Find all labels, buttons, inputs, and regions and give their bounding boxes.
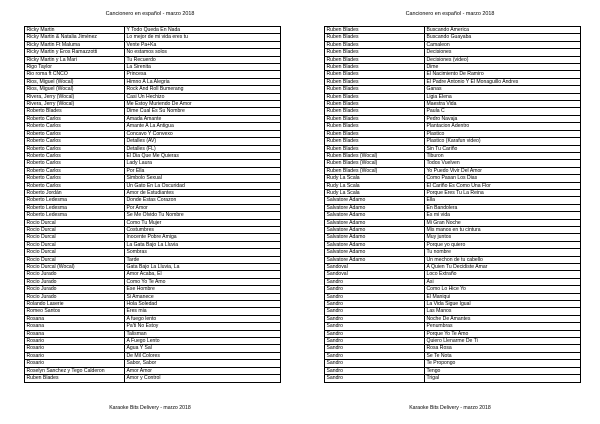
artist-cell: Salvatore Adamo (325, 204, 425, 211)
artist-cell: Salvatore Adamo (325, 219, 425, 226)
song-cell: Buscando Guayaba (425, 34, 581, 41)
right-page (300, 0, 600, 424)
song-cell: Como Pasan Los Dias (425, 175, 581, 182)
page-header: Cancionero en español - marzo 2018 (105, 11, 195, 17)
artist-cell: Roberto Carlos (25, 175, 125, 182)
artist-cell: Roberto Ledesma (25, 212, 125, 219)
song-cell: Amor y Control (125, 375, 281, 382)
song-cell: Detalles (AV) (125, 138, 281, 145)
song-cell: Himno A La Alegria (125, 78, 281, 85)
song-cell: Dime (425, 64, 581, 71)
song-cell: Se Te Nota (425, 352, 581, 359)
page-header: Cancionero en español - marzo 2018 (405, 11, 495, 17)
table-row (25, 271, 281, 278)
table-row (25, 101, 281, 108)
song-cell: Como Lo Hice Yo (425, 286, 581, 293)
song-cell: Ligia Elena (425, 93, 581, 100)
artist-cell: Roselyn Sanchez y Tego Calderon (25, 367, 125, 374)
song-cell: Ella (425, 197, 581, 204)
artist-cell: Roberto Carlos (25, 152, 125, 159)
song-cell: Tu Recuerdo (125, 56, 281, 63)
artist-cell: Rosana (25, 315, 125, 322)
song-cell: Ese Hombre (125, 286, 281, 293)
table-row (25, 86, 281, 93)
table-row (325, 115, 581, 122)
artist-cell: Rocio Durcal (25, 249, 125, 256)
artist-cell: Salvatore Adamo (325, 256, 425, 263)
table-row (25, 34, 281, 41)
song-table (24, 26, 281, 383)
artist-cell: Ruben Blades (325, 93, 425, 100)
table-row (25, 352, 281, 359)
artist-cell: Ruben Blades (325, 101, 425, 108)
artist-cell: Sandro (325, 315, 425, 322)
artist-cell: Rocio Durcal (25, 256, 125, 263)
song-cell: Rock And Roll Bumerang (125, 86, 281, 93)
song-cell: Como Tu Mujer (125, 219, 281, 226)
song-cell: Vente Pa+Ka (125, 41, 281, 48)
table-row (325, 264, 581, 271)
table-row (25, 234, 281, 241)
table-row (325, 130, 581, 137)
artist-cell: Roberto Ledesma (25, 197, 125, 204)
song-cell: Lo mejor de mi vida eres tu (125, 34, 281, 41)
artist-cell: Rosario (25, 345, 125, 352)
artist-cell: Roberto Carlos (25, 160, 125, 167)
song-cell: Inocente Pobre Amiga (125, 234, 281, 241)
song-cell: Todos Vuelven (425, 160, 581, 167)
artist-cell: Rocio Jurado (25, 271, 125, 278)
song-cell: Concavo Y Convexo (125, 130, 281, 137)
artist-cell: Ruben Blades (325, 108, 425, 115)
song-cell: Decisiones (video) (425, 56, 581, 63)
table-row (25, 301, 281, 308)
artist-cell: Ruben Blades (325, 49, 425, 56)
table-row (25, 212, 281, 219)
artist-cell: Rudy La Scala (325, 175, 425, 182)
artist-cell: Sandoval (325, 271, 425, 278)
artist-cell: Ruben Blades (325, 130, 425, 137)
table-row (25, 367, 281, 374)
artist-cell: Ruben Blades (Wocal) (325, 167, 425, 174)
table-row (25, 78, 281, 85)
artist-cell: Rocio Jurado (25, 286, 125, 293)
song-cell: No estamos solos (125, 49, 281, 56)
table-row (325, 138, 581, 145)
table-row (25, 108, 281, 115)
song-cell: Sombras (125, 249, 281, 256)
song-cell: Mi Gran Noche (425, 219, 581, 226)
artist-cell: Ricky Martin y Eros Ramazzotti (25, 49, 125, 56)
table-row (25, 64, 281, 71)
song-cell: Gata Bajo La Lluvia, La (125, 264, 281, 271)
song-cell: Detalles (FL) (125, 145, 281, 152)
song-cell: Las Manos (425, 308, 581, 315)
artist-cell: Rigo Taylor (25, 64, 125, 71)
table-row (325, 219, 581, 226)
song-cell: Simbolo Sexual (125, 175, 281, 182)
table-row (25, 27, 281, 34)
song-cell: El Padre Antonio Y El Monaguillo Andres (425, 78, 581, 85)
table-row (325, 71, 581, 78)
artist-cell: Ruben Blades (325, 64, 425, 71)
table-row (325, 308, 581, 315)
artist-cell: Ruben Blades (325, 138, 425, 145)
song-cell: Decisiones (425, 49, 581, 56)
song-cell: Mis manos en tu cintura (425, 226, 581, 233)
song-cell: Tengo (425, 367, 581, 374)
artist-cell: Ruben Blades (325, 56, 425, 63)
song-cell: Lady Laura (125, 160, 281, 167)
song-cell: Quiero Llenarme De Ti (425, 338, 581, 345)
song-cell: Amor Acaba, El (125, 271, 281, 278)
song-cell: Sabor, Sabor (125, 360, 281, 367)
table-row (325, 56, 581, 63)
table-row (325, 315, 581, 322)
table-row (25, 249, 281, 256)
song-cell: Princesa (125, 71, 281, 78)
table-row (325, 49, 581, 56)
song-cell: Eres mia (125, 308, 281, 315)
table-row (25, 315, 281, 322)
artist-cell: Rosario (25, 352, 125, 359)
table-row (325, 271, 581, 278)
artist-cell: Rocio Durcal (25, 226, 125, 233)
song-cell: La Vida Sigue Igual (425, 301, 581, 308)
artist-cell: Roberto Carlos (25, 138, 125, 145)
artist-cell: Salvatore Adamo (325, 212, 425, 219)
artist-cell: Rosario (25, 360, 125, 367)
song-cell: Porque Eres Tu La Reina (425, 189, 581, 196)
song-cell: Tarde (125, 256, 281, 263)
song-cell: Tiburon (425, 152, 581, 159)
table-row (325, 338, 581, 345)
artist-cell: Roberto Carlos (25, 115, 125, 122)
song-cell: Yo Puedo Vivir Del Amor (425, 167, 581, 174)
table-row (25, 138, 281, 145)
song-cell: Muy juntos (425, 234, 581, 241)
table-row (25, 71, 281, 78)
page-footer: Karaoke Bits Delivery - marzo 2018 (409, 405, 491, 411)
artist-cell: Salvatore Adamo (325, 234, 425, 241)
artist-cell: Sandro (325, 338, 425, 345)
artist-cell: Ricky Martin & Natalia Jiménez (25, 34, 125, 41)
table-row (25, 123, 281, 130)
song-cell: Porque yo quiero (425, 241, 581, 248)
song-cell: Buscando America (425, 27, 581, 34)
artist-cell: Rolando Laserie (25, 301, 125, 308)
artist-cell: Salvatore Adamo (325, 241, 425, 248)
table-row (325, 175, 581, 182)
artist-cell: Sandro (325, 352, 425, 359)
song-cell: Como Yo Te Amo (125, 278, 281, 285)
song-cell: Camaleon (425, 41, 581, 48)
artist-cell: Roberto Carlos (25, 182, 125, 189)
song-cell: Ganas (425, 86, 581, 93)
artist-cell: Rosario (25, 338, 125, 345)
table-row (325, 182, 581, 189)
artist-cell: Salvatore Adamo (325, 197, 425, 204)
table-row (325, 345, 581, 352)
artist-cell: Ricky Martin (25, 27, 125, 34)
table-row (325, 78, 581, 85)
song-cell: Un Gato En La Oscuridad (125, 182, 281, 189)
song-cell: Amor Amor (125, 367, 281, 374)
table-row (25, 219, 281, 226)
song-cell: La Sirenita (125, 64, 281, 71)
table-row (25, 182, 281, 189)
table-row (25, 145, 281, 152)
table-row (25, 241, 281, 248)
artist-cell: Sandro (325, 286, 425, 293)
song-cell: A Quien Tu Decidiste Amar (425, 264, 581, 271)
song-cell: Plastico (Karafun video) (425, 138, 581, 145)
table-row (25, 323, 281, 330)
song-cell: Es mi vida (425, 212, 581, 219)
table-row (325, 330, 581, 337)
table-row (25, 360, 281, 367)
table-row (325, 197, 581, 204)
table-row (25, 286, 281, 293)
song-cell: Amor de Estudiantes (125, 189, 281, 196)
song-cell: Agua Y Sal (125, 345, 281, 352)
song-cell: A Fuego Lento (125, 338, 281, 345)
artist-cell: Sandro (325, 375, 425, 382)
table-row (325, 360, 581, 367)
artist-cell: Sandro (325, 301, 425, 308)
table-row (25, 338, 281, 345)
table-row (25, 160, 281, 167)
page-footer: Karaoke Bits Delivery - marzo 2018 (109, 405, 191, 411)
artist-cell: Ricky Martin y La Mari (25, 56, 125, 63)
artist-cell: Roberto Jordán (25, 189, 125, 196)
song-cell: Por Ella (125, 167, 281, 174)
artist-cell: Rivera, Jerry (Wocal) (25, 93, 125, 100)
artist-cell: Sandro (325, 360, 425, 367)
table-row (325, 249, 581, 256)
song-table (324, 26, 581, 383)
artist-cell: Ruben Blades (325, 41, 425, 48)
song-cell: Maestra Vida (425, 101, 581, 108)
song-cell: El Maniqui (425, 293, 581, 300)
artist-cell: Rocio Durcal (25, 241, 125, 248)
artist-cell: Rio roma ft CNCO (25, 71, 125, 78)
song-cell: Porque Yo Te Amo (425, 330, 581, 337)
song-cell: Amada Amante (125, 115, 281, 122)
artist-cell: Salvatore Adamo (325, 226, 425, 233)
artist-cell: Roberto Carlos (25, 130, 125, 137)
song-cell: De Mil Colores (125, 352, 281, 359)
artist-cell: Roberto Blades (25, 108, 125, 115)
artist-cell: Rocio Jurado (25, 293, 125, 300)
table-row (25, 308, 281, 315)
song-cell: Pa'ti No Estoy (125, 323, 281, 330)
table-row (325, 123, 581, 130)
song-cell: Talisman (125, 330, 281, 337)
artist-cell: Ruben Blades (325, 123, 425, 130)
song-cell: Te Propongo (425, 360, 581, 367)
table-row (325, 212, 581, 219)
table-row (25, 49, 281, 56)
artist-cell: Rios, Miguel (Wocal) (25, 78, 125, 85)
table-row (325, 167, 581, 174)
table-row (325, 293, 581, 300)
song-cell: Si Amanece (125, 293, 281, 300)
song-cell: Plastico (425, 130, 581, 137)
song-cell: Donde Estas Corazon (125, 197, 281, 204)
table-row (25, 152, 281, 159)
table-row (25, 189, 281, 196)
song-cell: Paula C (425, 108, 581, 115)
artist-cell: Roberto Carlos (25, 167, 125, 174)
song-cell: A fuego lento (125, 315, 281, 322)
song-cell: Tu nombre (425, 249, 581, 256)
artist-cell: Ruben Blades (325, 78, 425, 85)
table-row (325, 301, 581, 308)
artist-cell: Ruben Blades (325, 27, 425, 34)
artist-cell: Ruben Blades (Wocal) (325, 152, 425, 159)
artist-cell: Ruben Blades (Wocal) (325, 160, 425, 167)
table-row (25, 375, 281, 382)
artist-cell: Rosana (25, 323, 125, 330)
artist-cell: Rivera, Jerry (Wocal) (25, 101, 125, 108)
table-row (325, 86, 581, 93)
table-row (25, 226, 281, 233)
table-row (325, 108, 581, 115)
song-cell: Dime Cual Es Su Nombre (125, 108, 281, 115)
artist-cell: Rudy La Scala (325, 189, 425, 196)
artist-cell: Ruben Blades (325, 145, 425, 152)
table-row (325, 101, 581, 108)
song-cell: Por Amor (125, 204, 281, 211)
artist-cell: Ruben Blades (325, 115, 425, 122)
table-row (25, 56, 281, 63)
artist-cell: Rocio Durcal (25, 219, 125, 226)
artist-cell: Ruben Blades (325, 71, 425, 78)
song-cell: Me Estoy Muriendo De Amor (125, 101, 281, 108)
artist-cell: Sandro (325, 345, 425, 352)
table-row (325, 323, 581, 330)
artist-cell: Rios, Miguel (Wocal) (25, 86, 125, 93)
song-cell: La Gata Bajo La Lluvia (125, 241, 281, 248)
artist-cell: Roberto Carlos (25, 123, 125, 130)
table-row (25, 256, 281, 263)
song-cell: Amante A La Antigua (125, 123, 281, 130)
table-row (25, 41, 281, 48)
song-cell: Rosa Rosa (425, 345, 581, 352)
table-row (325, 367, 581, 374)
table-row (25, 330, 281, 337)
song-cell: Loco Extraño (425, 271, 581, 278)
table-row (325, 256, 581, 263)
table-row (25, 93, 281, 100)
song-cell: Casi Un Hechizo (125, 93, 281, 100)
song-cell: Un mechon de tu cabello (425, 256, 581, 263)
song-cell: El Dia Que Me Quieras (125, 152, 281, 159)
table-row (325, 160, 581, 167)
song-cell: Plantacion Adentro (425, 123, 581, 130)
artist-cell: Rocio Durcal (Wocal) (25, 264, 125, 271)
table-row (325, 278, 581, 285)
song-cell: En Bandolera (425, 204, 581, 211)
table-row (325, 241, 581, 248)
artist-cell: Ricky Martin Ft Maluma (25, 41, 125, 48)
table-row (25, 293, 281, 300)
artist-cell: Rocio Durcal (25, 234, 125, 241)
artist-cell: Sandro (325, 367, 425, 374)
table-row (325, 93, 581, 100)
table-row (25, 197, 281, 204)
table-row (325, 352, 581, 359)
artist-cell: Rosana (25, 330, 125, 337)
table-row (325, 204, 581, 211)
song-cell: Pedro Navaja (425, 115, 581, 122)
song-cell: Penumbras (425, 323, 581, 330)
song-cell: Y Todo Queda En Nada (125, 27, 281, 34)
table-row (25, 175, 281, 182)
artist-cell: Sandro (325, 293, 425, 300)
artist-cell: Roberto Carlos (25, 145, 125, 152)
artist-cell: Sandro (325, 308, 425, 315)
table-row (325, 152, 581, 159)
table-row (325, 145, 581, 152)
song-cell: El Cariño Es Como Una Flor (425, 182, 581, 189)
artist-cell: Roberto Ledesma (25, 204, 125, 211)
artist-cell: Rudy La Scala (325, 182, 425, 189)
artist-cell: Sandro (325, 330, 425, 337)
artist-cell: Salvatore Adamo (325, 249, 425, 256)
song-cell: Trigal (425, 375, 581, 382)
song-cell: Asi (425, 278, 581, 285)
song-cell: Hola Soledad (125, 301, 281, 308)
song-cell: Sin Tu Cariño (425, 145, 581, 152)
table-row (325, 375, 581, 382)
song-cell: Se Me Olvido Tu Nombre (125, 212, 281, 219)
table-row (325, 41, 581, 48)
table-row (325, 234, 581, 241)
table-row (325, 34, 581, 41)
artist-cell: Sandoval (325, 264, 425, 271)
artist-cell: Rocio Jurado (25, 278, 125, 285)
table-row (25, 264, 281, 271)
artist-cell: Ruben Blades (25, 375, 125, 382)
table-row (325, 286, 581, 293)
table-row (25, 130, 281, 137)
song-cell: Noche De Amantes (425, 315, 581, 322)
artist-cell: Ruben Blades (325, 34, 425, 41)
song-cell: Costumbres (125, 226, 281, 233)
table-row (25, 167, 281, 174)
table-row (325, 64, 581, 71)
table-row (25, 278, 281, 285)
table-row (25, 345, 281, 352)
artist-cell: Sandro (325, 278, 425, 285)
table-row (325, 189, 581, 196)
table-row (25, 204, 281, 211)
table-row (325, 27, 581, 34)
song-cell: El Nacimiento De Ramiro (425, 71, 581, 78)
artist-cell: Ruben Blades (325, 86, 425, 93)
table-row (25, 115, 281, 122)
artist-cell: Romeo Santos (25, 308, 125, 315)
artist-cell: Sandro (325, 323, 425, 330)
table-row (325, 226, 581, 233)
